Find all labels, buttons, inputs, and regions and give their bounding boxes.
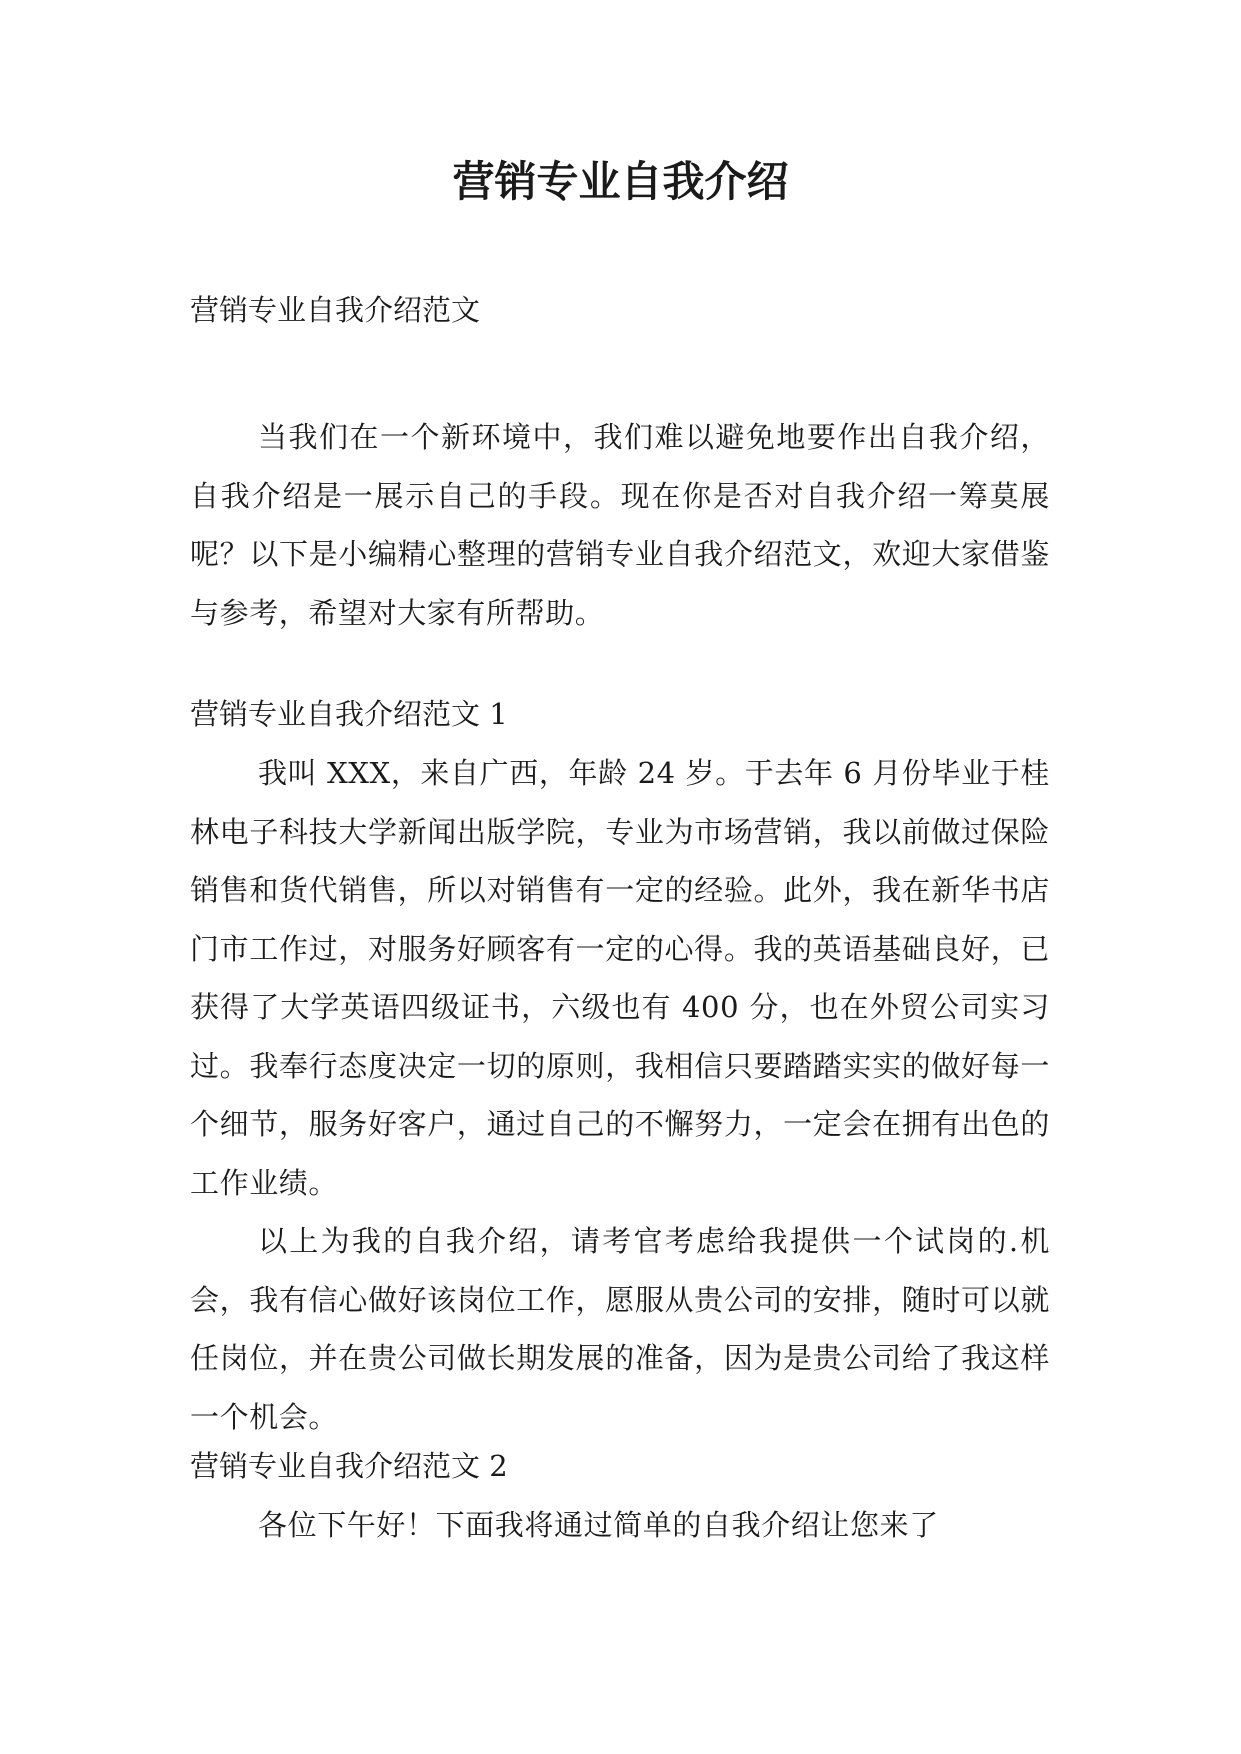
section-1-paragraph-2: 以上为我的自我介绍，请考官考虑给我提供一个试岗的.机会，我有信心做好该岗位工作，愿服从贵公司的安排，随时可以就任岗位，并在贵公司做长期发展的准备，因为是贵公司给了我这样一个机会。 xyxy=(190,1224,1050,1434)
intro-paragraph: 当我们在一个新环境中，我们难以避免地要作出自我介绍，自我介绍是一展示自己的手段。现在你是否对自我介绍一筹莫展呢？以下是小编精心整理的营销专业自我介绍范文，欢迎大家借鉴与参考，希望对大家有所帮助。 xyxy=(190,420,1050,630)
spacer xyxy=(190,330,1050,408)
spacer xyxy=(190,1486,1050,1496)
subtitle: 营销专业自我介绍范文 xyxy=(190,293,481,327)
section-heading-2: 营销专业自我介绍范文 2 xyxy=(190,1449,508,1483)
section-1-paragraph-1: 我叫 XXX，来自广西，年龄 24 岁。于去年 6 月份毕业于桂林电子科技大学新闻出版学院，专业为市场营销，我以前做过保险销售和货代销售，所以对销售有一定的经验。此外，我在新华书店门市工作过，对服务好顾客有一定的心得。我的英语基础良好，已获得了大学英语四级证书，六级也有 400 分，也在外贸公司实习过。我奉行态度决定一切的原则，我相信只要踏踏实实的做好每一个细节，服务好客户，通过自己的不懈努力，一定会在拥有出色的工作业绩。 xyxy=(190,756,1050,1200)
spacer xyxy=(190,642,1050,694)
document-title: 营销专业自我介绍 xyxy=(452,157,789,206)
spacer xyxy=(190,734,1050,744)
document-body xyxy=(190,290,1050,1555)
section-2-paragraph-1: 各位下午好！下面我将通过简单的自我介绍让您来了 xyxy=(258,1508,939,1542)
section-heading-1: 营销专业自我介绍范文 1 xyxy=(190,697,508,731)
